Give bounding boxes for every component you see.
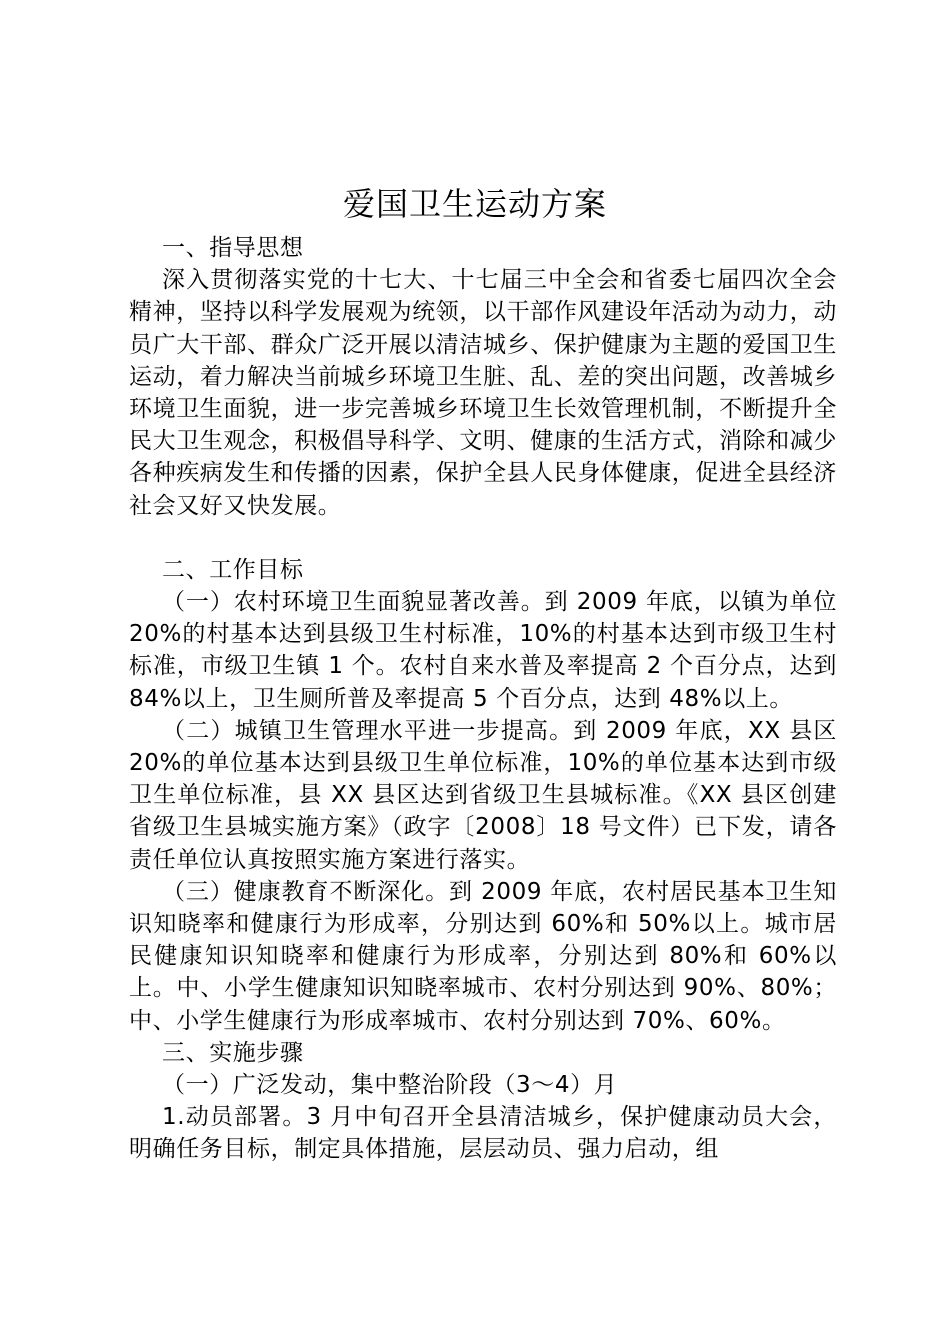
document-body: [129, 232, 837, 1166]
paragraph-step-mobilization: 1.动员部署。3 月中旬召开全县清洁城乡，保护健康动员大会，明确任务目标，制定具体措施，层层动员、强力启动，组: [129, 1104, 837, 1163]
paragraph-guiding-thought: 深入贯彻落实党的十七大、十七届三中全会和省委七届四次全会精神，坚持以科学发展观为统领，以干部作风建设年活动为动力，动员广大干部、群众广泛开展以清洁城乡、保护健康为主题的爱国卫生运动，着力解决当前城乡环境卫生脏、乱、差的突出问题，改善城乡环境卫生面貌，进一步完善城乡环境卫生长效管理机制，不断提升全民大卫生观念，积极倡导科学、文明、健康的生活方式，消除和减少各种疾病发生和传播的因素，保护全县人民身体健康，促进全县经济社会又好又快发展。: [129, 267, 837, 519]
document-title: 爱国卫生运动方案: [342, 185, 607, 223]
section-heading-implementation-steps: 三、实施步骤: [162, 1039, 304, 1066]
paragraph-step-phase-one: （一）广泛发动，集中整治阶段（3～4）月: [162, 1072, 618, 1099]
paragraph-goal-health-education: （三）健康教育不断深化。到 2009 年底，农村居民基本卫生知识知晓率和健康行为形成率，分别达到 60%和 50%以上。城市居民健康知识知晓率和健康行为形成率，分别达到 80%和 60%以上。中、小学生健康知识知晓率城市、农村分别达到 90%、80%；中、小学生健康行为形成率城市、农村分别达到 70%、60%。: [129, 878, 837, 1034]
paragraph-goal-urban: （二）城镇卫生管理水平进一步提高。到 2009 年底，XX 县区 20%的单位基本达到县级卫生单位标准，10%的单位基本达到市级卫生单位标准，县 XX 县区达到省级卫生县城标准。《XX 县区创建省级卫生县城实施方案》（政字〔2008〕18 号文件）已下发，请各责任单位认真按照实施方案进行落实。: [129, 717, 837, 873]
paragraph-spacer: [129, 522, 837, 554]
paragraph-goal-rural: （一）农村环境卫生面貌显著改善。到 2009 年底，以镇为单位 20%的村基本达到县级卫生村标准，10%的村基本达到市级卫生村标准，市级卫生镇 1 个。农村自来水普及率提高 2 个百分点，达到 84%以上，卫生厕所普及率提高 5 个百分点，达到 48%以上。: [129, 589, 837, 712]
section-heading-work-goals: 二、工作目标: [162, 556, 304, 583]
section-heading-guiding-thought: 一、指导思想: [162, 235, 304, 261]
